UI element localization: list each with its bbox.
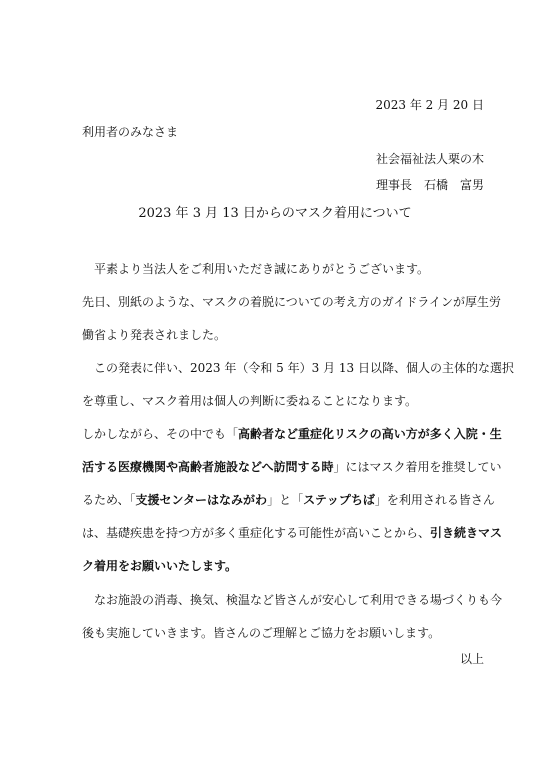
- request-text: 」を利用される皆さん: [374, 493, 495, 507]
- recipient: 利用者のみなさま: [82, 125, 179, 139]
- paragraph-closing-line2: 後も実施していきます。皆さんのご理解とご協力をお願いします。: [82, 626, 441, 640]
- paragraph-request-line1: [82, 427, 502, 441]
- request-emphasis: 活する医療機関や高齢者施設などへ訪問する時: [82, 460, 334, 474]
- request-emphasis: 引き続きマス: [430, 526, 503, 540]
- paragraph-request-line2: [82, 460, 502, 474]
- request-text: は、基礎疾患を持つ方が多く重症化する可能性が高いことから、: [82, 526, 431, 540]
- request-text: しかしながら、その中でも「: [82, 427, 239, 441]
- signatory: 理事長 石橋 富男: [375, 178, 484, 192]
- paragraph-guideline-line1: 先日、別紙のような、マスクの着脱についての考え方のガイドラインが厚生労: [82, 295, 502, 309]
- paragraph-request-line5: ク着用をお願いいたします。: [82, 559, 238, 573]
- closing-mark: 以上: [459, 652, 484, 666]
- facility-name-2: ステップちば: [303, 493, 375, 507]
- paragraph-greeting: 平素より当法人をご利用いただき誠にありがとうございます。: [94, 262, 430, 276]
- request-emphasis: 高齢者など重症化リスクの高い方が多く入院・生: [238, 427, 502, 441]
- paragraph-announcement-line2: を尊重し、マスク着用は個人の判断に委ねることになります。: [82, 394, 418, 408]
- letter-title: 2023 年 3 月 13 日からのマスク着用について: [138, 206, 412, 221]
- paragraph-guideline-line2: 働省より発表されました。: [82, 328, 227, 342]
- organization-name: 社会福祉法人栗の木: [375, 152, 484, 166]
- paragraph-request-line4: [82, 526, 502, 540]
- paragraph-announcement-line1: この発表に伴い、2023 年（令和 5 年）3 月 13 日以降、個人の主体的な選択: [94, 361, 514, 375]
- request-text: るため、「: [82, 493, 136, 507]
- paragraph-closing-line1: なお施設の消毒、換気、検温など皆さんが安心して利用できる場づくりも今: [94, 593, 503, 607]
- facility-name-1: 支援センターはなみがわ: [135, 493, 268, 507]
- request-text: 」と「: [267, 493, 304, 507]
- request-text: 」にはマスク着用を推奨してい: [333, 460, 502, 474]
- paragraph-request-line3: [82, 493, 495, 507]
- letter-date: 2023 年 2 月 20 日: [375, 98, 484, 112]
